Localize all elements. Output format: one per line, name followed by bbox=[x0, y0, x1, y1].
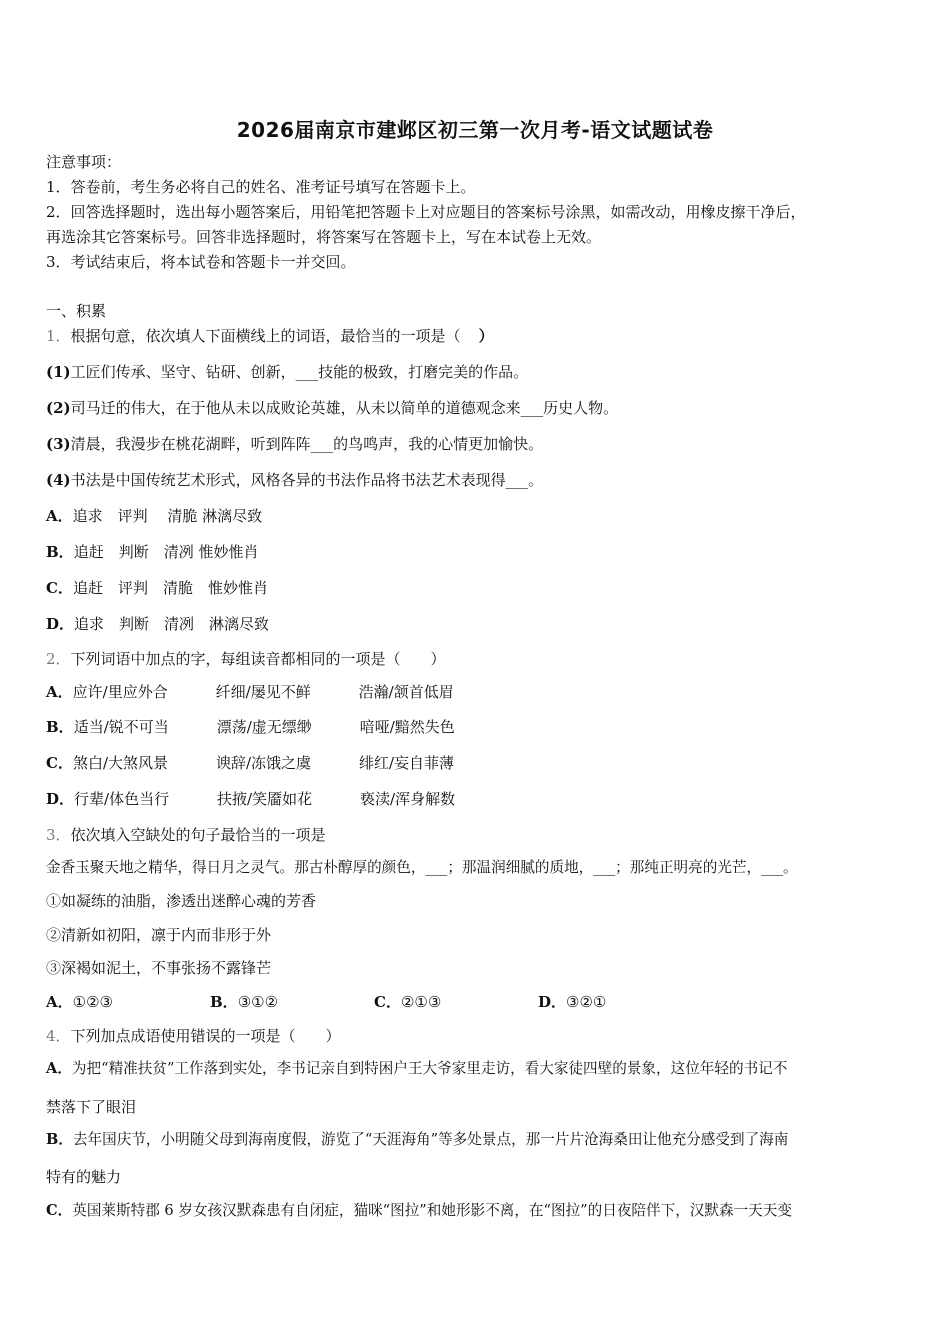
option-word-pair: 绯红/妄自菲薄 bbox=[358, 754, 455, 772]
option-label: A． bbox=[46, 993, 73, 1011]
q4-option bbox=[46, 1201, 792, 1221]
item-text: 书法是中国传统艺术形式，风格各异的书法作品将书法艺术表现得___。 bbox=[70, 471, 544, 489]
q1-option bbox=[46, 506, 262, 526]
q3-sentence: ③深褐如泥土，不事张扬不露锋芒 bbox=[46, 959, 272, 977]
question-3-stem bbox=[46, 825, 326, 845]
option-label: C． bbox=[374, 993, 401, 1011]
option-label: A． bbox=[46, 507, 73, 525]
q2-option bbox=[46, 682, 525, 702]
question-1-stem bbox=[46, 326, 494, 346]
q1-option bbox=[46, 542, 258, 562]
option-label: B． bbox=[210, 993, 238, 1011]
q1-item bbox=[46, 470, 543, 490]
option-text: 追赶 判断 清冽 惟妙惟肖 bbox=[73, 543, 259, 561]
option-label: B． bbox=[46, 543, 74, 561]
option-label: C． bbox=[46, 754, 73, 772]
q3-sentence: ①如凝练的油脂，渗透出迷醉心魂的芳香 bbox=[46, 892, 317, 910]
note-item: 2．回答选择题时，选出每小题答案后，用铅笔把答题卡上对应题目的答案标号涂黑，如需改动，用橡皮擦干净后， bbox=[46, 203, 806, 221]
option-text: ②①③ bbox=[400, 993, 442, 1011]
q4-option bbox=[46, 1059, 787, 1079]
question-number: 1． bbox=[46, 327, 71, 345]
option-text: ③①② bbox=[237, 993, 279, 1011]
q3-options bbox=[46, 992, 702, 1012]
option-label: A． bbox=[46, 1060, 72, 1077]
item-text: 清晨，我漫步在桃花湖畔，听到阵阵___的鸟鸣声，我的心情更加愉快。 bbox=[70, 435, 544, 453]
option-word-pair: 谀辞/冻饿之虞 bbox=[215, 754, 312, 772]
q1-option bbox=[46, 578, 268, 598]
option-text: 英国莱斯特郡 6 岁女孩汉默森患有自闭症，猫咪“图拉”和她形影不离，在“图拉”的日夜陪伴下，汉默森一天天变 bbox=[72, 1202, 792, 1219]
q1-item bbox=[46, 398, 618, 418]
option-label: C． bbox=[46, 1202, 73, 1219]
exam-title: 2026届南京市建邺区初三第一次月考-语文试题试卷 bbox=[236, 118, 714, 142]
item-label: (3) bbox=[46, 435, 71, 453]
item-text: 司马迁的伟大，在于他从未以成败论英雄，从未以简单的道德观念来___历史人物。 bbox=[70, 399, 619, 417]
option-word-pair: 漂荡/虚无缥缈 bbox=[216, 718, 312, 736]
option-word-pair: 亵渎/浑身解数 bbox=[360, 790, 456, 808]
q3-sentence: ②清新如初阳，凛于内而非形于外 bbox=[46, 926, 272, 944]
option-label: B． bbox=[46, 1131, 73, 1148]
section-heading: 一、积累 bbox=[46, 302, 107, 320]
option-word-pair: 行辈/体色当行 bbox=[74, 790, 170, 808]
question-number: 4． bbox=[46, 1027, 71, 1045]
option-text: 追求 判断 清冽 淋漓尽致 bbox=[74, 615, 270, 633]
option-label: D． bbox=[46, 790, 75, 808]
note-item: 再选涂其它答案标号。回答非选择题时，将答案写在答题卡上，写在本试卷上无效。 bbox=[46, 228, 602, 246]
option-label: C． bbox=[46, 579, 73, 597]
option-label: D． bbox=[538, 993, 567, 1011]
option-text: 追求 评判 清脆 淋漓尽致 bbox=[72, 507, 263, 525]
q2-option bbox=[46, 717, 526, 737]
option-word-pair: 纤细/屡见不鲜 bbox=[215, 683, 311, 701]
option-word-pair: 煞白/大煞风景 bbox=[72, 754, 169, 772]
q3-passage: 金香玉聚天地之精华，得日月之灵气。那古朴醇厚的颜色，___；那温润细腻的质地，___；那纯正明亮的光芒，___。 bbox=[46, 859, 798, 876]
option-label: D． bbox=[46, 615, 75, 633]
q2-option bbox=[46, 789, 526, 809]
q2-option bbox=[46, 753, 525, 773]
item-label: (4) bbox=[46, 471, 71, 489]
question-number: 2． bbox=[46, 650, 71, 668]
option-word-pair: 浩瀚/颔首低眉 bbox=[358, 683, 454, 701]
option-word-pair: 喑哑/黯然失色 bbox=[359, 718, 455, 736]
q4-option-continued: 特有的魅力 bbox=[46, 1168, 122, 1186]
question-text: 下列词语中加点的字，每组读音都相同的一项是（ ） bbox=[70, 650, 446, 668]
option-text: 追赶 评判 清脆 惟妙惟肖 bbox=[72, 579, 268, 597]
note-item: 3．考试结束后，将本试卷和答题卡一并交回。 bbox=[46, 253, 356, 271]
option-word-pair: 应许/里应外合 bbox=[72, 683, 168, 701]
q1-item bbox=[46, 362, 528, 382]
option-label: B． bbox=[46, 718, 74, 736]
question-text: 依次填入空缺处的句子最恰当的一项是 bbox=[70, 826, 326, 844]
item-label: (2) bbox=[46, 399, 71, 417]
question-4-stem bbox=[46, 1026, 341, 1046]
q4-option-continued: 禁落下了眼泪 bbox=[46, 1098, 137, 1116]
q1-option bbox=[46, 614, 269, 634]
question-text: 根据句意，依次填人下面横线上的词语，最恰当的一项是（ bbox=[70, 327, 461, 345]
q4-option bbox=[46, 1130, 788, 1150]
question-text: 下列加点成语使用错误的一项是（ ） bbox=[70, 1027, 341, 1045]
question-bracket: ） bbox=[478, 327, 494, 345]
option-word-pair: 扶掖/笑靥如花 bbox=[217, 790, 313, 808]
item-label: (1) bbox=[46, 363, 71, 381]
option-text: ③②① bbox=[566, 993, 607, 1011]
q1-item bbox=[46, 434, 543, 454]
option-word-pair: 适当/锐不可当 bbox=[73, 718, 169, 736]
option-text: 为把“精准扶贫”工作落到实处，李书记亲自到特困户王大爷家里走访，看大家徒四壁的景象，这位年轻的书记不 bbox=[71, 1060, 788, 1077]
item-text: 工匠们传承、坚守、钻研、创新，___技能的极致，打磨完美的作品。 bbox=[70, 363, 529, 381]
notes-heading: 注意事项： bbox=[46, 153, 122, 171]
question-number: 3． bbox=[46, 826, 71, 844]
option-label: A． bbox=[46, 683, 73, 701]
option-text: 去年国庆节，小明随父母到海南度假，游览了“天涯海角”等多处景点，那一片片沧海桑田让他充分感受到了海南 bbox=[72, 1131, 789, 1148]
option-text: ①②③ bbox=[72, 993, 113, 1011]
note-item: 1．答卷前，考生务必将自己的姓名、准考证号填写在答题卡上。 bbox=[46, 178, 476, 196]
question-2-stem bbox=[46, 649, 446, 669]
